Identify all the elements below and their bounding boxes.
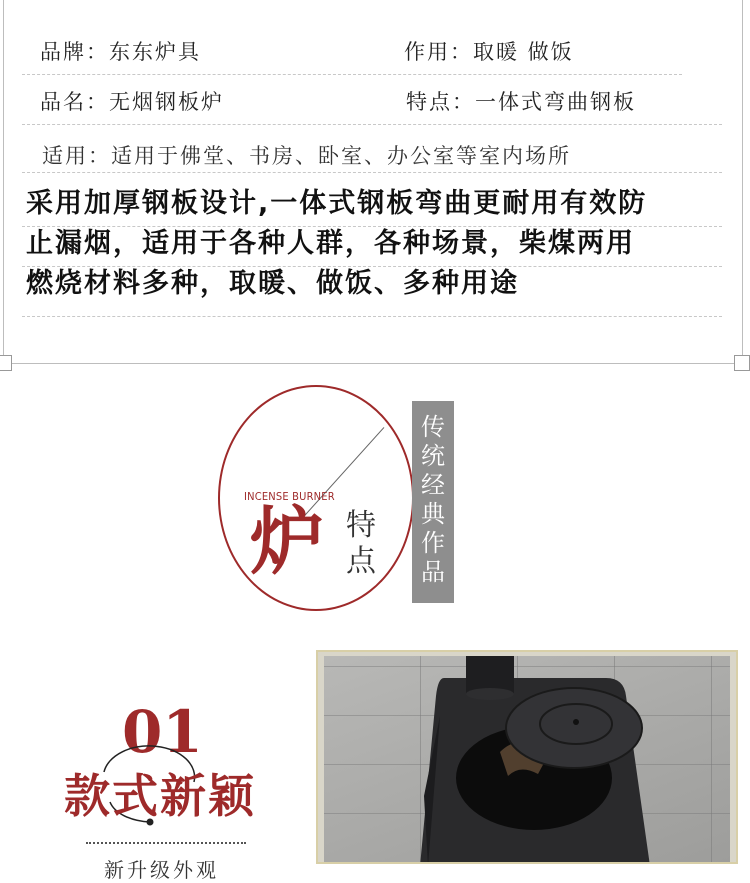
description (26, 184, 726, 304)
use-row (404, 36, 574, 66)
use-label: 作用： (404, 40, 473, 64)
name-label: 品名： (40, 90, 109, 114)
corner-mark (0, 355, 12, 371)
vertical-banner (412, 401, 454, 603)
brand-label: 品牌： (40, 40, 109, 64)
scope-value: 适用于佛堂、书房、卧室、办公室等室内场所 (111, 144, 571, 168)
badge-small-characters: 特点 (346, 508, 376, 579)
row-divider (22, 316, 722, 317)
scope-row (42, 140, 571, 170)
description-line: 燃烧材料多种，取暖、做饭、多种用途 (26, 268, 519, 299)
corner-mark (734, 355, 750, 371)
row-divider (22, 172, 722, 173)
brand-value: 东东炉具 (109, 40, 201, 64)
section-title: 款式新颖 (64, 769, 256, 823)
section-subtitle: 新升级外观 (104, 858, 219, 882)
use-value: 取暖 做饭 (473, 40, 574, 64)
description-line: 止漏烟，适用于各种人群，各种场景，柴煤两用 (26, 228, 635, 259)
section-number: 01 (122, 698, 203, 766)
vertical-banner-text: 传统经典作品 (421, 413, 445, 586)
dotted-divider (86, 842, 246, 844)
row-divider (22, 124, 722, 125)
badge-english-text: INCENSE BURNER (244, 490, 335, 503)
feature-label: 特点： (406, 90, 475, 114)
feature-value: 一体式弯曲钢板 (475, 90, 636, 114)
badge-big-character: 炉 (250, 499, 324, 585)
row-divider (22, 74, 682, 75)
stove-illustration (324, 656, 734, 864)
scope-label: 适用： (42, 144, 111, 168)
name-value: 无烟钢板炉 (109, 90, 224, 114)
product-photo (324, 656, 730, 862)
feature-row (406, 86, 636, 116)
name-row (40, 86, 224, 116)
brand-row (40, 36, 201, 66)
row-divider (22, 266, 722, 267)
description-line: 采用加厚钢板设计,一体式钢板弯曲更耐用有效防 (26, 188, 648, 219)
row-divider (22, 226, 722, 227)
product-photo-frame (316, 650, 738, 864)
